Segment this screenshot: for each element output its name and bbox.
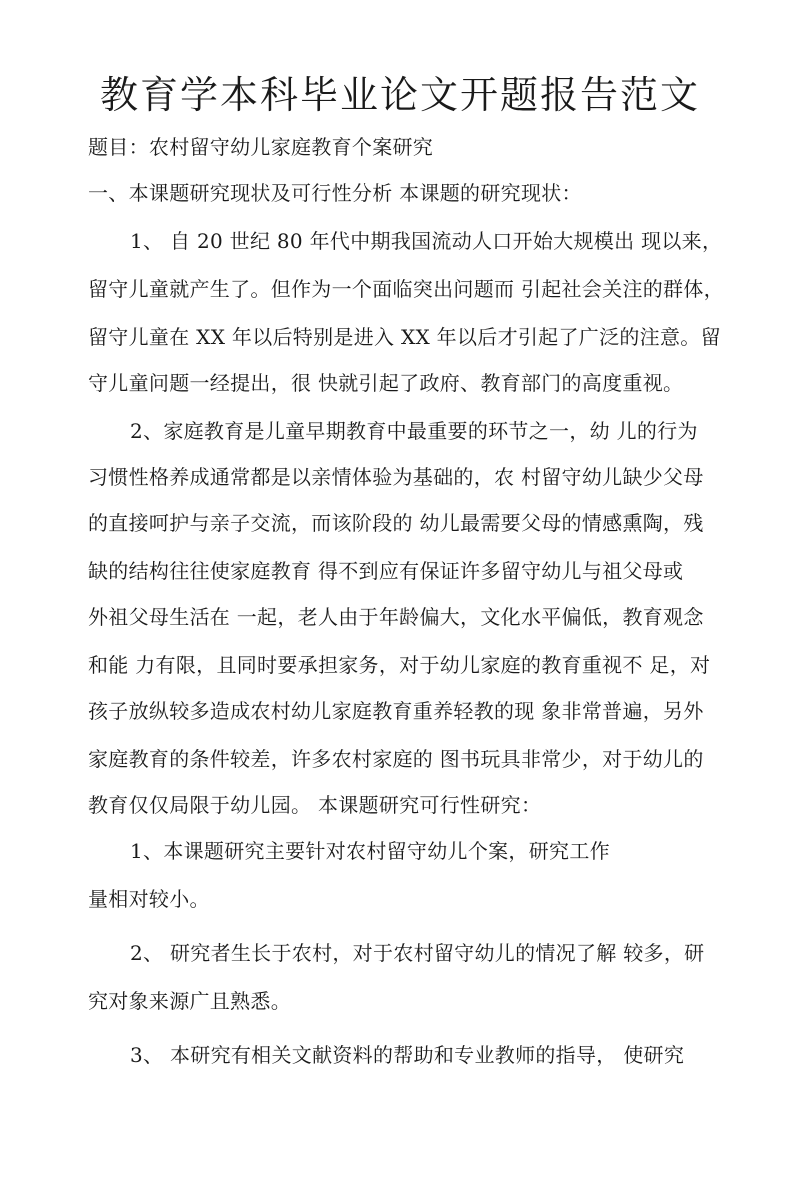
paragraph-line: 1、 自 20 世纪 80 年代中期我国流动人口开始大规模出 现以来， [130,229,723,253]
document-title: 教育学本科毕业论文开题报告范文 [99,73,700,117]
paragraph-line: 教育仅仅局限于幼儿园。 本课题研究可行性研究： [88,793,542,817]
paragraph-line: 究对象来源广且熟悉。 [88,989,291,1013]
paragraph-line: 守儿童问题一经提出，很 快就引起了政府、教育部门的高度重视。 [88,371,684,395]
topic-line: 题目：农村留守幼儿家庭教育个案研究 [88,135,434,159]
paragraph-line: 2、 研究者生长于农村，对于农村留守幼儿的情况了解 较多，研 [130,941,705,965]
paragraph-line: 2、家庭教育是儿童早期教育中最重要的环节之一，幼 儿的行为 [130,419,698,443]
paragraph-line: 量相对较小。 [88,887,210,911]
paragraph-line: 的直接呵护与亲子交流，而该阶段的 幼儿最需要父母的情感熏陶，残 [88,511,704,535]
paragraph-line: 缺的结构往往使家庭教育 得不到应有保证许多留守幼儿与祖父母或 [88,559,684,583]
paragraph-line: 留守儿童就产生了。但作为一个面临突出问题而 引起社会关注的群体， [88,277,724,301]
paragraph-line: 1、本课题研究主要针对农村留守幼儿个案，研究工作 [130,839,610,863]
paragraph-line: 孩子放纵较多造成农村幼儿家庭教育重养轻教的现 象非常普遍，另外 [88,699,704,723]
section-heading: 一、本课题研究现状及可行性分析 本课题的研究现状： [88,181,582,205]
paragraph-line: 外祖父母生活在 一起，老人由于年龄偏大，文化水平偏低，教育观念 [88,605,704,629]
paragraph-line: 3、 本研究有相关文献资料的帮助和专业教师的指导， 使研究 [130,1043,685,1067]
paragraph-line: 和能 力有限，且同时要承担家务，对于幼儿家庭的教育重视不 足，对 [88,653,711,677]
paragraph-line: 留守儿童在 XX 年以后特别是进入 XX 年以后才引起了广泛的注意。留 [88,325,721,349]
paragraph-line: 习惯性格养成通常都是以亲情体验为基础的，农 村留守幼儿缺少父母 [88,465,704,489]
paragraph-line: 家庭教育的条件较差，许多农村家庭的 图书玩具非常少，对于幼儿的 [88,747,704,771]
